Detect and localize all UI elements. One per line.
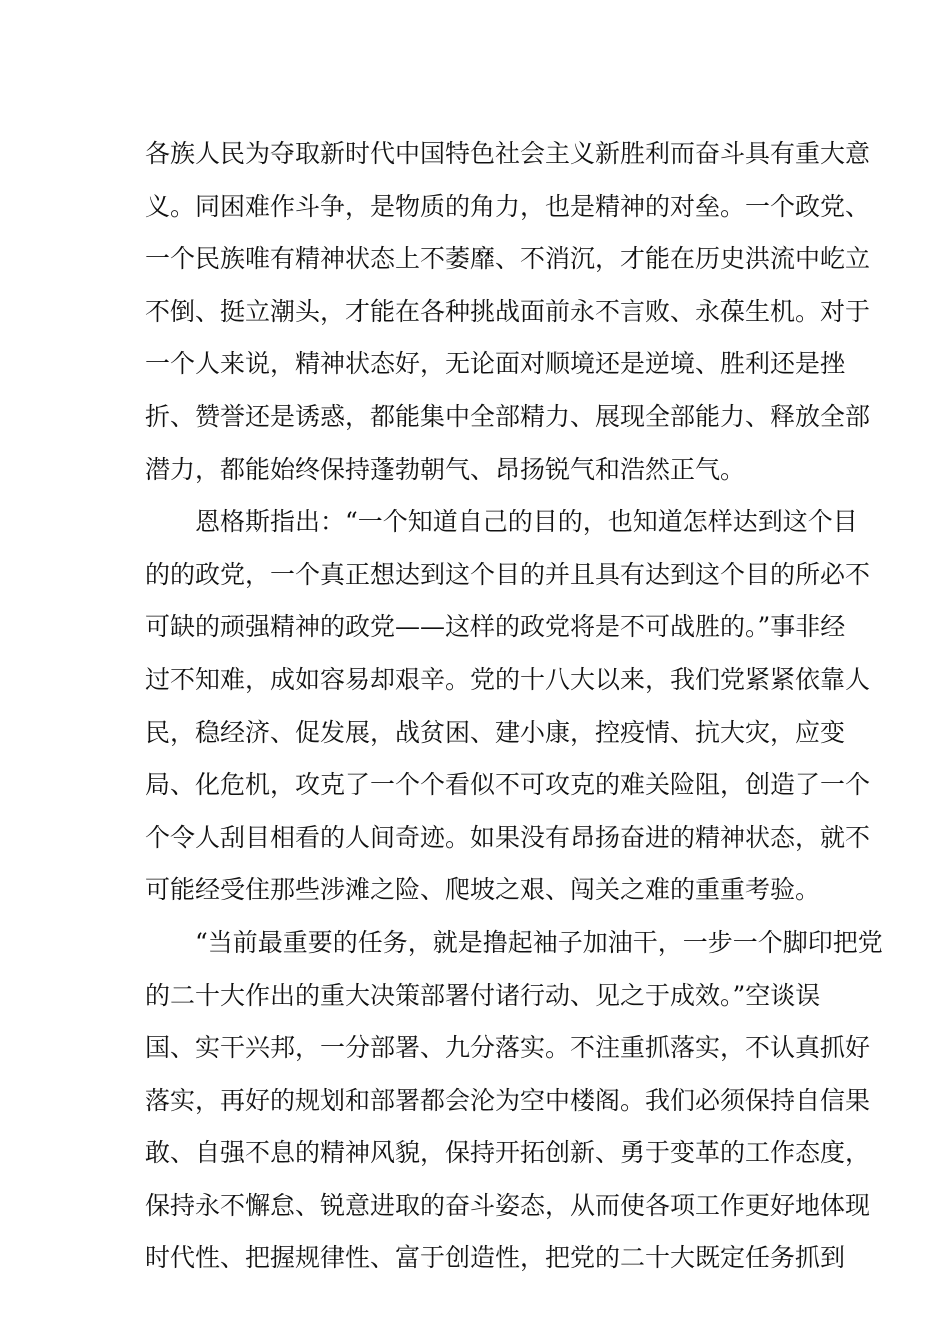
text-line: 可缺的顽强精神的政党——这样的政党将是不可战胜的。”事非经: [145, 612, 846, 642]
text-line: 的的政党，一个真正想达到这个目的并且具有达到这个目的所必不: [145, 559, 871, 589]
text-line: 恩格斯指出：“一个知道自己的目的，也知道怎样达到这个目: [195, 507, 858, 537]
document-body: [145, 128, 883, 1285]
text-line: 时代性、把握规律性、富于创造性，把党的二十大既定任务抓到: [145, 1243, 846, 1273]
text-line: 过不知难，成如容易却艰辛。党的十八大以来，我们党紧紧依靠人: [145, 664, 871, 694]
text-line: 不倒、挺立潮头，才能在各种挑战面前永不言败、永葆生机。对于: [145, 296, 871, 326]
text-line: 敢、自强不息的精神风貌，保持开拓创新、勇于变革的工作态度，: [145, 1138, 871, 1168]
text-line: 潜力，都能始终保持蓬勃朝气、昂扬锐气和浩然正气。: [145, 454, 746, 484]
text-line: 民，稳经济、促发展，战贫困、建小康，控疫情、抗大灾，应变: [145, 717, 846, 747]
text-line: 义。同困难作斗争，是物质的角力，也是精神的对垒。一个政党、: [145, 191, 871, 221]
text-line: 个令人刮目相看的人间奇迹。如果没有昂扬奋进的精神状态，就不: [145, 822, 871, 852]
paragraph-1: [145, 128, 871, 496]
text-line: 的二十大作出的重大决策部署付诸行动、见之于成效。”空谈误: [145, 980, 821, 1010]
text-line: 保持永不懈怠、锐意进取的奋斗姿态，从而使各项工作更好地体现: [145, 1190, 871, 1220]
text-line: 一个民族唯有精神状态上不萎靡、不消沉，才能在历史洪流中屹立: [145, 244, 871, 274]
paragraph-3: [145, 917, 883, 1285]
text-line: 一个人来说，精神状态好，无论面对顺境还是逆境、胜利还是挫: [145, 349, 846, 379]
text-line: 落实，再好的规划和部署都会沦为空中楼阁。我们必须保持自信果: [145, 1085, 871, 1115]
text-line: “当前最重要的任务，就是撸起袖子加油干，一步一个脚印把党: [195, 927, 883, 957]
text-line: 各族人民为夺取新时代中国特色社会主义新胜利而奋斗具有重大意: [145, 139, 871, 168]
text-line: 局、化危机，攻克了一个个看似不可攻克的难关险阻，创造了一个: [145, 770, 871, 800]
text-line: 折、赞誉还是诱惑，都能集中全部精力、展现全部能力、释放全部: [145, 401, 871, 431]
paragraph-2: [145, 496, 871, 917]
text-line: 国、实干兴邦，一分部署、九分落实。不注重抓落实，不认真抓好: [145, 1033, 871, 1063]
text-line: 可能经受住那些涉滩之险、爬坡之艰、闯关之难的重重考验。: [145, 875, 821, 905]
